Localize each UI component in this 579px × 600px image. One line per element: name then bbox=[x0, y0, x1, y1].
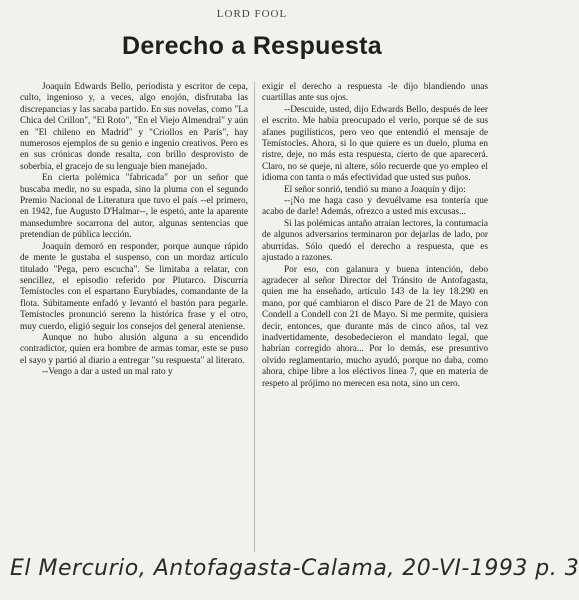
handwritten-source-note: El Mercurio, Antofagasta-Calama, 20-VI-1993 p. 3 bbox=[10, 556, 579, 581]
paragraph: El señor sonrió, tendió su mano a Joaquín y dijo: bbox=[284, 184, 466, 195]
paragraph: Aunque no hubo alusión alguna a su encendido contradictor, quien era hombre de armas tomar, este se puso el sayo y partió al diario a entregar "su respuesta" al literato. bbox=[20, 332, 248, 366]
paragraph: --¡No me haga caso y devuélvame esa tontería que acabo de darle! Además, ofrezco a usted mis excusas... bbox=[262, 196, 488, 218]
article-column-left bbox=[20, 82, 248, 379]
paragraph: --Vengo a dar a usted un mal rato y bbox=[42, 367, 173, 378]
byline: LORD FOOL bbox=[216, 8, 288, 20]
paragraph: Joaquín demoró en responder, porque aunque rápido de mente le gustaba el suspenso, con un mordaz artículo titulado "Pega, pero escucha". Se limitaba a relatar, con sencillez, el episodio referido por Plutarco. Discurría Temístocles con el espartano Eurybíades, comandante de la flota. Súbitamente enfadó y levantó el bastón para pegarle. Temístocles pronunció sereno la histórica frase y el otro, muy cuerdo, eligió seguir los consejos del general ateniense. bbox=[20, 241, 248, 332]
article-column-right bbox=[262, 82, 488, 390]
paragraph: Joaquín Edwards Bello, periodista y escritor de cepa, culto, ingenioso y, a veces, algo enojón, disfrutaba las discrepancias y las sacaba partido. En sus novelas, como "La Chica del Crillon", "El Roto", "En el Viejo Almendral" y aún en "El chileno en Madrid" y "Criollos en París", hay numerosos ejemplos de su genio e ingenio creativos. Pero es en sus crónicas donde resalta, con brillo desprovisto de soberbia, el gracejo de su lenguaje bien manejado. bbox=[20, 82, 248, 172]
paragraph: --Descuide, usted, dijo Edwards Bello, después de leer el escrito. Me había preocupado el verlo, porque sé de sus afanes pugilísticos, pero veo que entendió el mensaje de Temístocles. Ahora, si lo que quiere es un duelo, pluma en ristre, deje, no más esta respuesta, cierto de que aparecerá. Claro, no se queje, ni altere, sólo recuerde que yo empleo el idioma con tanta o más efectividad que usted sus puños. bbox=[262, 104, 488, 184]
paragraph: En cierta polémica "fabricada" por un señor que buscaba medir, no su espada, sino la pluma con el segundo Premio Nacional de Literatura que tuvo el país --el primero, en 1942, fue Augusto D'Halmar--, le espetó, ante la aparente mansedumbre socarrona del autor, algunas sentencias que pretendían de pública lección. bbox=[20, 173, 248, 241]
column-divider bbox=[254, 82, 255, 552]
paragraph: Por eso, con galanura y buena intención, debo agradecer al señor Director del Tránsito de Antofagasta, quien me ha enseñado, artículo 143 de la ley 18.290 en mano, por qué cambiaron el disco Pare de 21 de Mayo con Condell a Condell con 21 de Mayo. Si me permite, quisiera decir, entonces, que durante más de cinco años, tal vez inadvertidamente, desobedecieron el mandato legal, que habrían corregido ahora... Por lo demás, ese presuntivo olvido reglamentario, mucho ayudó, porque no daba, como ahora, chipe libre a los eléctivos línea 7, que en materia de respeto al prójimo no merecen esa nota, sino un cero. bbox=[262, 264, 488, 389]
article-headline: Derecho a Respuesta bbox=[122, 32, 382, 60]
paragraph: Si las polémicas antaño atraían lectores, la contumacia de algunos adversarios terminaron por dejarlas de lado, por aburridas. Sólo quedó el derecho a respuesta, que es ajustado a razones. bbox=[262, 218, 488, 264]
paragraph: exigir el derecho a respuesta -le dijo blandiendo unas cuartillas ante sus ojos. bbox=[262, 82, 488, 104]
